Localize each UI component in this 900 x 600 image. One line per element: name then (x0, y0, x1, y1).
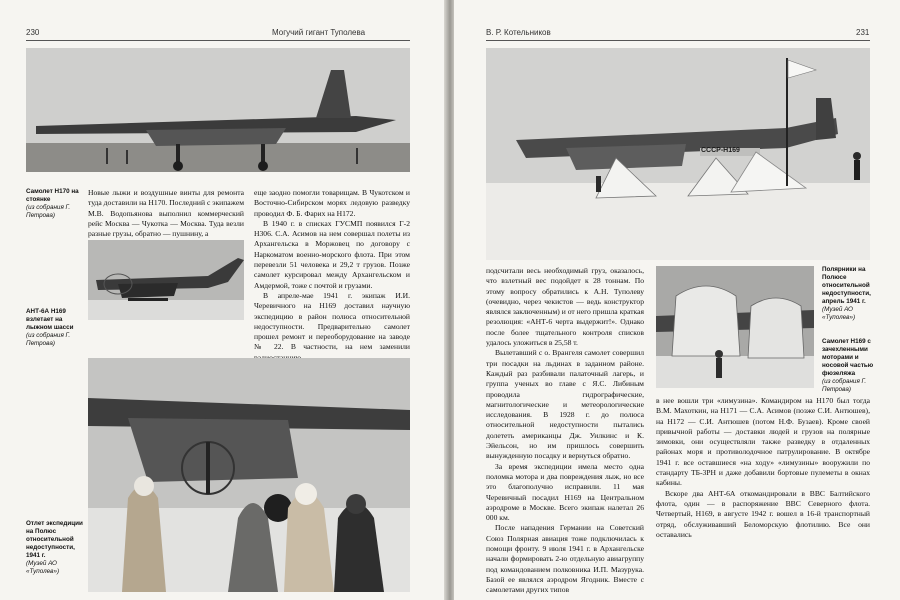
header-rule-left (26, 40, 410, 41)
running-title-left: Могучий гигант Туполева (272, 28, 366, 37)
paragraph: подсчитали весь необходимый груз, оказалось, что взлетный вес подойдет к 28 тоннам. По этому вопросу обратились к А.Н. Туполеву (очевидно, через чекистов — ведь конструктор являлся заключенным) и от него пришла краткая резолюция: «АНТ-6 черта выдержит!». Однако после более тщательного контроля списков удалось уложиться в 25,58 т. (486, 266, 644, 348)
photo-covered-engines (656, 266, 814, 388)
caption-photo-5: Самолет Н169 с зачехленными моторами и носовой частью фюзеляжа (из собрания Г. Петрова) (822, 338, 874, 393)
caption-photo-3: Отлет экспедиции на Полюс относительной недоступности, 1941 г. (Музей АО «Туполев») (26, 520, 83, 575)
text-column-c (486, 266, 644, 596)
plane-registration-label: СССР-Н169 (701, 147, 740, 154)
paragraph: еще заодно помогли товарищам. В Чукотском и Восточно-Сибирском морях ледовую разведку проводил Ф. Б. Фарих на Н172. (254, 188, 410, 218)
photo-n170-parked (26, 48, 410, 172)
running-title-right: В. Р. Котельников (486, 28, 551, 37)
caption-photo-4: Полярники на Полюсе относительной недоступности, апрель 1941 г. (Музей АО «Туполев») (822, 266, 871, 321)
paragraph: Новые лыжи и воздушные винты для ремонта туда доставили на Н170. Последний с экипажем М.В. Водопьянова выполнил коммерческий рейс Москва — Чукотка — Москва. Туда везли разные грузы, обратно — пушнину, а (88, 188, 244, 239)
photo-ant6a-takeoff (88, 240, 244, 320)
text-column-d (656, 396, 870, 540)
paragraph: За время экспедиции имела место одна поломка мотора и два повреждения лыж, но все это благополучно исправили. 11 мая Черевичный посадил Н169 на Центральном аэродроме в Москве. Всего экипаж налетал 26 000 км. (486, 461, 644, 523)
caption-photo-1: Самолет Н170 на стоянке (из собрания Г. Петрова) (26, 188, 79, 219)
paragraph: После нападения Германии на Советский Союз Полярная авиация тоже подключилась к помощи фронту. 9 июля 1941 г. в Архангельске начали формировать 2-ю отдельную авиагруппу под командованием полковника И.П. Мазурука. Базой ее являлся аэродром Ягодник. Вместе с самолетами других типов (486, 523, 644, 595)
header-rule-right (486, 40, 870, 41)
paragraph: Вылетавший с о. Врангеля самолет совершил три посадки на льдинах в заданном районе. Каждый раз разбивали палаточный лагерь, и группа ученых во главе с Я.С. Либиным проводила гидрографические, магнитологические и метеорологические исследования. В 1928 г. до полюса относительной недоступности пытались долететь американцы Дж. Уилкинс и К. Эйельсон, но им пришлось совершить вынужденную посадку и вернуться обратно. (486, 348, 644, 461)
paragraph: в нее вошли три «лимузина». Командиром на Н170 был тогда В.М. Махоткин, на Н171 — С.А. Асимов (позже С.И. Антюшев), на Н172 — С.И. Антюшев (потом Н.Ф. Бузаев). Кроме своей привычной работы — доставки людей и грузов на полярные зимовки, они осуществляли также разведку в отдаленных районах моря и противолодочное патрулирование. В октябре 1941 г. все оставшиеся «на ходу» «лимузины» вооружили по стандарту ТБ-3РН и даже добавили бортовые пулеметы в окнах кабины. (656, 396, 870, 488)
text-column-b (254, 188, 410, 363)
right-page (454, 0, 900, 600)
paragraph: Вскоре два АНТ-6А откомандировали в ВВС Балтийского флота, один — в распоряжение ВВС Северного флота. Четвертый, Н169, в августе 1942 г. вошел в 16-й транспортный отряд, обслуживавший Беломорскую флотилию. Все они оставались (656, 488, 870, 539)
photo-expedition-departure (88, 358, 410, 592)
page-number-left: 230 (26, 28, 40, 37)
paragraph: В 1940 г. в списках ГУСМП появился Г-2 Н306. С.А. Асимов на нем совершал полеты из Архангельска в Моржовец по договору с Наркоматом военно-морского флота. При этом перевезли 51 человека и 29,2 т грузов. Позже самолет курсировал между Архангельском и Амдермой, тоже с почтой и грузами. (254, 218, 410, 290)
page-number-right: 231 (856, 28, 870, 37)
caption-photo-2: АНТ-6А Н169 взлетает на лыжном шасси (из собрания Г. Петрова) (26, 308, 74, 347)
photo-polar-camp (486, 48, 870, 260)
text-column-a (88, 188, 244, 239)
paragraph: В апреле-мае 1941 г. экипаж И.И. Черевичного на Н169 доставил научную экспедицию в район полюса относительной недоступности. Предварительно самолет прошел ремонт и переоборудование на заводе № 22. В частности, на нем заменили (254, 290, 410, 352)
left-page (0, 0, 446, 600)
